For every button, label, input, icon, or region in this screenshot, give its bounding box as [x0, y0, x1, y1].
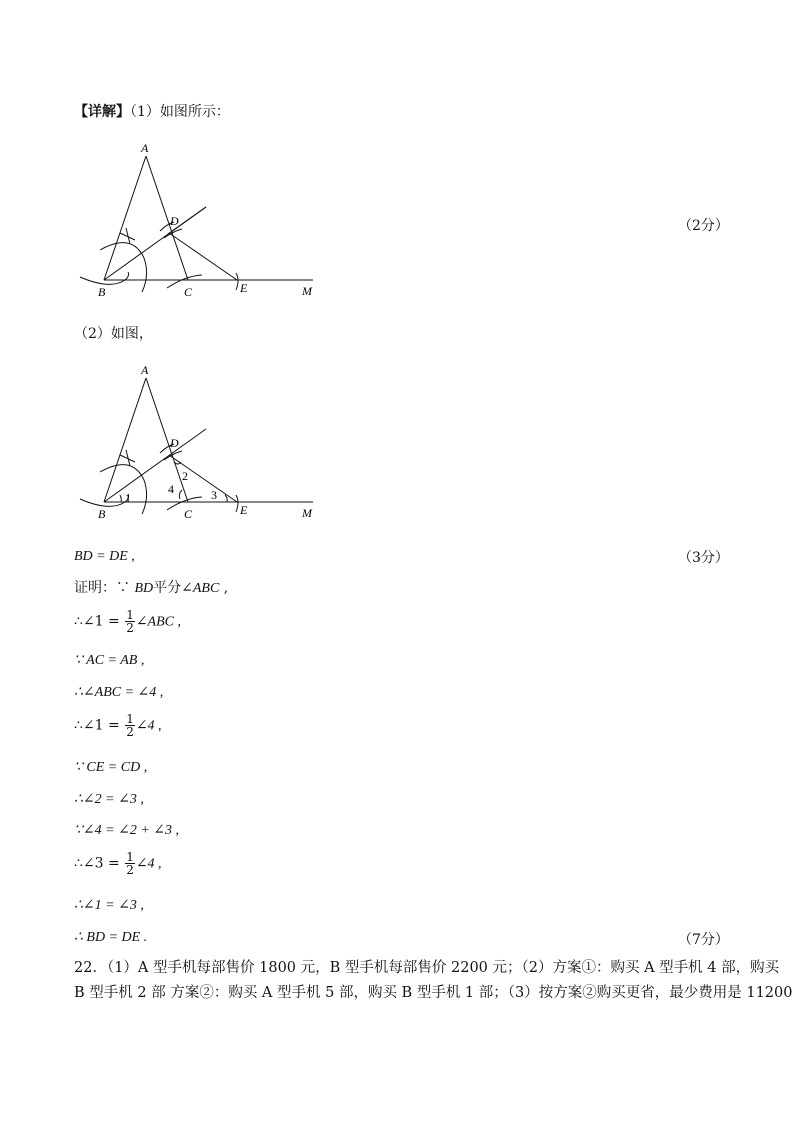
angle-1-arc [120, 495, 121, 502]
answer-22 [74, 956, 793, 1006]
arc-e [236, 273, 238, 290]
score-2: （3分） [678, 550, 729, 566]
label-D: D [170, 436, 179, 450]
label-C: C [184, 507, 193, 521]
proof-line-5: ∴∠1 = $\frac{1}{2}$ ∠4 , [74, 712, 162, 739]
detail-bracket: 【详解】 [74, 104, 130, 120]
proof-line-1: 证明：∵ BD平分∠ABC , [74, 580, 229, 596]
figure-1-construction [70, 140, 330, 305]
proof-claim: BD = DE , [74, 549, 135, 564]
segment-DE [169, 233, 237, 280]
detail-heading [74, 103, 230, 121]
score-3: （7分） [678, 932, 729, 948]
side-AB [104, 156, 146, 280]
part1-label: （1）如图所示： [130, 104, 230, 120]
proof-line-8: ∵∠4 = ∠2 + ∠3 , [74, 823, 179, 838]
score-1: （2分） [678, 218, 729, 234]
label-M: M [302, 284, 312, 298]
label-B: B [98, 285, 106, 299]
figure-2-construction [70, 362, 330, 527]
fraction-half: $\frac{1}{2}$ [126, 712, 134, 739]
answer-22-line-1: 22．（1）A 型手机每部售价 1800 元，B 型手机每部售价 2200 元；（2）方案①：购买 A 型手机 4 部，购买 [74, 960, 780, 976]
side-AB [104, 378, 146, 502]
angle-label-2: 2 [182, 469, 188, 483]
proof-line-4: ∴∠ABC = ∠4 , [74, 685, 164, 700]
proof-line-10: ∴∠1 = ∠3 , [74, 898, 144, 913]
label-E: E [240, 503, 248, 517]
label-D: D [170, 214, 179, 228]
label-C: C [184, 285, 193, 299]
proof-line-7: ∴∠2 = ∠3 , [74, 792, 144, 807]
proof-conclusion: ∴ BD = DE . [74, 930, 148, 945]
fraction-half: $\frac{1}{2}$ [126, 608, 134, 635]
angle-3-arc [225, 495, 227, 502]
arc-cross-1 [120, 228, 135, 244]
proof-line-6: ∵ CE = CD , [74, 760, 148, 775]
angle-4-arc [179, 490, 182, 499]
answer-22-line-2: B 型手机 2 部 方案②：购买 A 型手机 5 部，购买 B 型手机 1 部；（3）按方案②购买更省，最少费用是 11200 [74, 985, 793, 1001]
bisector-BD [104, 429, 206, 502]
proof-line-3: ∵ AC = AB , [74, 653, 145, 668]
proof-line-9: ∴∠3 = $\frac{1}{2}$ ∠4 , [74, 850, 162, 877]
label-E: E [240, 281, 248, 295]
label-M: M [302, 506, 312, 520]
angle-label-4: 4 [168, 482, 174, 496]
part2-label: （2）如图， [74, 326, 153, 342]
angle-label-1: 1 [125, 491, 131, 505]
proof-line-2: ∴∠1 = $\frac{1}{2}$ ∠ABC , [74, 608, 181, 635]
label-A: A [141, 141, 149, 155]
label-B: B [98, 507, 106, 521]
side-AC [146, 156, 188, 280]
fraction-half: $\frac{1}{2}$ [126, 850, 134, 877]
side-AC [146, 378, 188, 502]
angle-label-3: 3 [211, 488, 217, 502]
label-A: A [141, 363, 149, 377]
